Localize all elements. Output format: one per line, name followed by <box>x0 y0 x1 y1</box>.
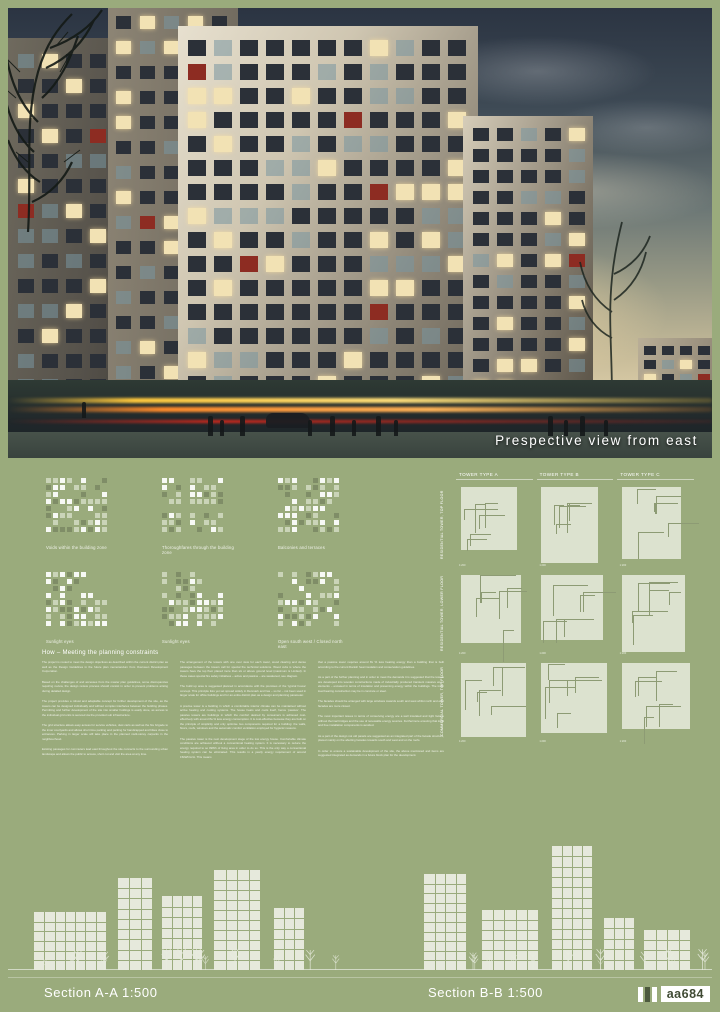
pedestrian <box>376 416 381 436</box>
paragraph: As a part of the further planning and in order to meet the demands it is suggested that the towers are developed into wooden constructions made of industrially produced transient massive wood elements – encased in terms of insulation and preserving energy within the buildings. The inner load bearing construction may be in concrete or steel. <box>318 675 444 693</box>
paragraph: As a part of the design not old panels are suggested as an integrated part of the facade structure, placed mainly on the abutting facades towards south and west and on the roofs. <box>318 733 444 742</box>
paragraph: A precise tower is a building in which a comfortable interior climate can be maintained without active heating and cooling systems. The house heats and cools itself, hence 'passive'. The passive towers are buildings in which the comfort desired by consumers is achieved cost-effectively with around 8a % less energy consumption. It is cost-effective because they are built on the principle of simplicity and only optimise two components required for a building: the walls, floors, roofs, windows and the automatic comfort ventilation employed for hygienic reasons. <box>180 703 306 730</box>
light-trail-orange <box>8 407 712 412</box>
plan-row <box>440 572 698 654</box>
paragraph: The grid structure allows easy access for service vehicles, dust carts as well as the fire brigade to the inner courtyards and allows short time parking and parking for handicapped and bikes close to entrances. Parking in larger scale will take place in the planned multi-storey carparks in the neighbourhood. <box>42 723 168 741</box>
pedestrian <box>220 420 224 436</box>
paragraph: The facades should be arranged with large windows towards south and west whilst north and east facades are more closed. <box>318 699 444 708</box>
diagram-label: Thoroughfares through the building zone <box>162 545 234 556</box>
paragraph: that a passive tower requires around 8x % less heating energy than a building that is built according to the current Danish heat insulation and conservation guidelines. <box>318 660 444 669</box>
diagram-orientation-graphic <box>278 572 350 634</box>
floor-plan-c-top: 1:200 <box>618 484 694 566</box>
perspective-render <box>8 8 712 458</box>
text-column-2 <box>180 660 306 765</box>
paragraph: The passive tower is the next development stage of the low energy house. Comfortable climate conditions are achieved without a conventional heating system. It is necessary to reduce the energy required to so 8kWh of living area in order to do so. This is the only way a conventional heating system can be eliminated. This results in a yearly energy requirement of around 15kWh/m²A. This means <box>180 736 306 759</box>
diagram-sunlight-a-graphic <box>46 572 118 634</box>
paragraph: The project provides a robust and adaptable concept for further development of the site, as the towers can be designed individually and without complex interfaces between the building phases. Permitting and further development of the site into smaller holdings is easily done, as access to the individual grid units is secured via the provided sub infrastructure. <box>42 699 168 717</box>
floor-plan-b-top: 1:200 <box>537 484 613 566</box>
pedestrian <box>82 402 86 418</box>
pedestrian <box>308 420 312 436</box>
diagram-item <box>46 572 118 650</box>
entry-code <box>638 986 710 1002</box>
paragraph: The most important issues in terms of conserving energy are a well insulated and tight facade without thermal bridges and the use of renewable energy sources. Furthermore ensuring that local and free installation components is avoided. <box>318 714 444 727</box>
pedestrian <box>330 416 335 436</box>
tree-silhouette-left <box>8 8 188 232</box>
concept-diagrams <box>46 478 356 665</box>
building-main <box>178 26 478 398</box>
diagram-thoroughfares-graphic <box>162 478 234 540</box>
plan-column-header: TOWER TYPE A <box>456 472 533 480</box>
plan-row-label: RESIDENTIAL TOWER, LOWER FLOOR <box>440 575 444 651</box>
diagram-label: Voids within the building zone <box>46 545 107 550</box>
plan-row <box>440 660 698 742</box>
diagram-label: Sunlight eyes <box>46 638 74 644</box>
code-bars-icon <box>638 987 657 1002</box>
floor-plan-a-top: 1:200 <box>457 484 533 566</box>
plan-column-header: TOWER TYPE B <box>537 472 614 480</box>
pedestrian <box>240 416 245 436</box>
paragraph: The build up area is suggested planned in accordance with the premises of the 'typical house' concept. This principle lists yet set spread widely in Denmark and has – so far – not been used in larger scale for office buildings and for an entire district plan as a design and planning parameter. <box>180 684 306 697</box>
diagram-item <box>278 478 350 556</box>
diagram-label: Sunlight eyes <box>162 638 190 644</box>
floor-plan-matrix <box>440 472 698 748</box>
plan-column-headers <box>456 472 698 480</box>
explanatory-text <box>42 660 452 765</box>
pedestrian <box>352 420 356 436</box>
diagram-item <box>162 478 234 556</box>
paragraph: The arrangement of the towers with one over view for each tower, wood clearing and dense passages between the towers call for special fire technical solutions. Wood cubs is where the towers have the top floor placed more than six or above ground level (maximum is Limited). In these cases special fire safety initiatives – active and passive – are weakened, see diagram. <box>180 660 306 678</box>
plan-row-label: RESIDENTIAL TOWER, TOP FLOOR <box>440 490 444 560</box>
diagram-sunlight-b-graphic <box>162 572 234 634</box>
diagram-balconies-graphic <box>278 478 350 540</box>
paragraph: The project is rooted to meet the design objectives as described within the current district plan as well as the Design Guidelines in the future plan memorandum from Overveen Development Corporation. <box>42 660 168 673</box>
pedestrian <box>394 420 398 436</box>
pedestrian <box>208 416 213 436</box>
floor-plan-a-lower: 1:200 <box>457 572 533 654</box>
commercial-plan-b: 1:200 <box>537 660 613 742</box>
diagram-item <box>278 572 350 650</box>
plan-row-label: COMMERCIAL TOWER, TOP FLOOR <box>440 666 444 736</box>
entry-code-text: aa684 <box>661 986 710 1002</box>
light-trail-yellow <box>8 398 712 403</box>
plan-row <box>440 484 698 566</box>
text-heading: How – Meeting the planning constraints <box>42 650 159 656</box>
paragraph: Based on the challenges of and accesses from the master plan guidelines, some discrepancies requiring review, the design review process should consist in order to prevent problems arising during detailed design. <box>42 679 168 693</box>
tree-silhouette-right <box>552 208 672 398</box>
diagram-item <box>46 478 118 556</box>
ground-line-secondary <box>8 977 712 978</box>
text-column-1 <box>42 660 168 765</box>
diagram-voids-graphic <box>46 478 118 540</box>
floor-plan-c-lower: 1:200 <box>618 572 694 654</box>
commercial-plan-a: 1:200 <box>457 660 533 742</box>
paragraph: In order to ensure a sustainable development of the site, the above mentioned and items are suggested integrated as demands in a future block plan for the development. <box>318 748 444 757</box>
diagram-item <box>162 572 234 650</box>
diagram-label: Balconies and terraces <box>278 545 325 550</box>
paragraph: Existing passages for commuters lead east throughout the site connects to the surrounding urban landscape and allows the public to access, short cut and visit the area at any time. <box>42 747 168 756</box>
section-a-label: Section A-A 1:500 <box>44 985 158 1000</box>
text-column-3 <box>318 660 444 765</box>
render-caption: Prespective view from east <box>495 433 698 448</box>
commercial-plan-c: 1:200 <box>618 660 694 742</box>
car <box>266 413 310 428</box>
diagram-label: Open south west / Closed north east <box>278 638 343 649</box>
floor-plan-b-lower: 1:200 <box>537 572 613 654</box>
section-b-label: Section B-B 1:500 <box>428 985 543 1000</box>
plan-column-header: TOWER TYPE C <box>617 472 694 480</box>
sections-strip <box>8 824 712 1004</box>
